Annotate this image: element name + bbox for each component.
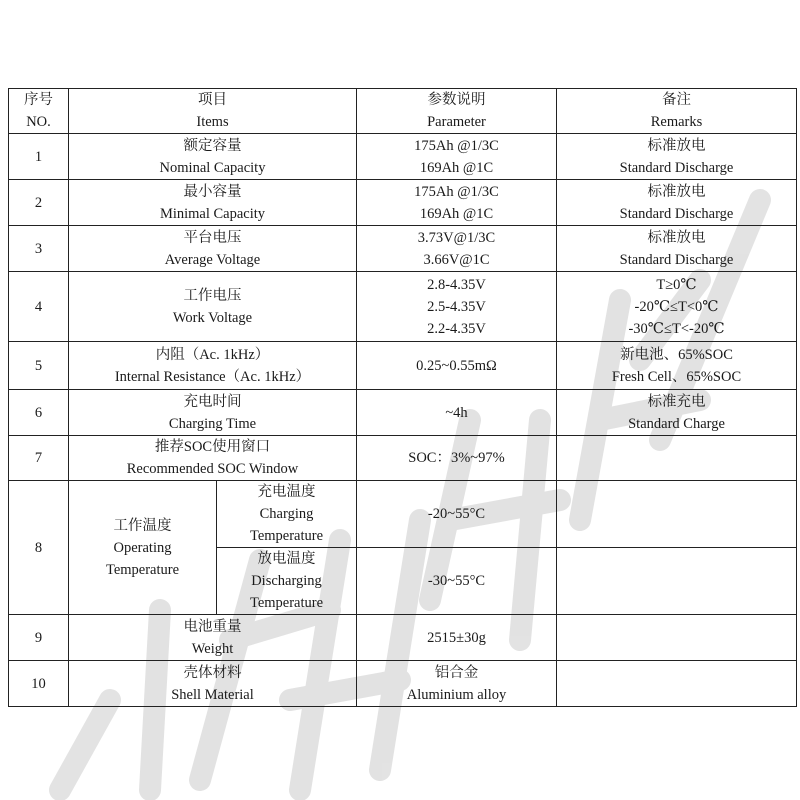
remarks-value [557,180,797,226]
item-name [69,226,357,272]
parameter-value [357,272,557,342]
cell-line: 0.25~0.55mΩ [416,357,497,374]
cell-line: Charging Time [168,415,257,432]
cell-line: Average Voltage [164,251,261,268]
cell-line: 2.5-4.35V [427,298,486,315]
cell-line: 额定容量 [183,137,242,154]
item-name [69,615,357,661]
row-number: 1 [9,134,69,180]
table-row [9,481,797,548]
cell-line: -20℃≤T<0℃ [634,298,719,315]
cell-line: Nominal Capacity [159,159,266,176]
item-name [69,481,217,615]
cell-line: 工作电压 [183,287,242,304]
cell-line: ~4h [445,404,468,421]
cell-line: Minimal Capacity [159,205,266,222]
item-name [69,134,357,180]
cell-line: Temperature [249,595,324,611]
cell-line: Work Voltage [172,309,253,326]
cell-line: 3.66V@1C [423,251,490,268]
cell-line: 175Ah @1/3C [414,183,499,200]
remarks-value [557,436,797,481]
row-number: 2 [9,180,69,226]
table-row [9,390,797,436]
cell-line: 内阻（Ac. 1kHz） [155,346,270,363]
cell-line: 工作温度 [113,517,172,534]
parameter-value [357,226,557,272]
cell-line: 169Ah @1C [419,205,494,222]
cell-line: 最小容量 [183,183,242,200]
item-name [69,342,357,390]
table-row [9,134,797,180]
cell-line: 铝合金 [434,664,479,681]
item-name [69,436,357,481]
header-parameter: 参数说明 Parameter [357,89,557,134]
remarks-value [557,272,797,342]
row-number: 10 [9,661,69,707]
cell-line: 壳体材料 [183,664,242,681]
cell-line: 2.2-4.35V [427,320,486,337]
cell-line: Internal Resistance（Ac. 1kHz） [114,368,311,385]
cell-line: Temperature [249,528,324,544]
cell-line: 2515±30g [427,629,486,646]
table-row [9,272,797,342]
cell-line: Shell Material [171,686,254,703]
row-number: 3 [9,226,69,272]
parameter-value [357,390,557,436]
remarks-value [557,390,797,436]
cell-line: 2.8-4.35V [427,276,486,293]
cell-line: Fresh Cell、65%SOC [611,368,742,385]
header-items: 项目 Items [69,89,357,134]
cell-line: 电池重量 [183,618,242,635]
cell-line: 充电温度 [257,484,316,500]
cell-line: 放电温度 [257,551,316,567]
item-name [69,180,357,226]
remarks-value [557,615,797,661]
cell-line: 标准放电 [647,137,706,154]
table-row [9,436,797,481]
item-name [69,272,357,342]
cell-line: Charging [259,506,314,522]
parameter-value [357,134,557,180]
cell-line: 平台电压 [183,229,242,246]
cell-line: 标准充电 [647,393,706,410]
parameter-value [357,615,557,661]
remarks-value [557,342,797,390]
cell-line: -30~55°C [427,573,486,589]
cell-line: 新电池、65%SOC [620,346,733,363]
item-name [69,390,357,436]
cell-line: Standard Discharge [619,251,734,268]
sub-item-name [217,481,357,548]
row-number: 5 [9,342,69,390]
cell-line: Temperature [105,561,180,578]
header-remarks: 备注 Remarks [557,89,797,134]
cell-line: 推荐SOC使用窗口 [154,439,271,455]
cell-line: Standard Discharge [619,159,734,176]
parameter-value [357,180,557,226]
remarks-value [557,226,797,272]
header-no: 序号 NO. [9,89,69,134]
cell-line: 175Ah @1/3C [414,137,499,154]
cell-line: Standard Charge [628,415,725,432]
table-row [9,661,797,707]
cell-line: 充电时间 [183,393,242,410]
row-number: 7 [9,436,69,481]
item-name [69,661,357,707]
row-number: 8 [9,481,69,615]
sub-item-name [217,548,357,615]
cell-line: Recommended SOC Window [126,461,299,477]
row-number: 6 [9,390,69,436]
cell-line: SOC：3%~97% [408,450,505,466]
cell-line: Aluminium alloy [406,686,507,703]
cell-line: Standard Discharge [619,205,734,222]
table-row [9,180,797,226]
row-number: 9 [9,615,69,661]
parameter-value [357,436,557,481]
remarks-value [557,661,797,707]
parameter-value [357,661,557,707]
remarks-value [557,134,797,180]
parameter-value [357,548,557,615]
parameter-value [357,342,557,390]
cell-line: -20~55°C [427,506,486,522]
table-row [9,226,797,272]
cell-line: Operating [113,539,172,556]
cell-line: 标准放电 [647,229,706,246]
spec-table [8,88,797,707]
table-row [9,342,797,390]
remarks-value [557,481,797,548]
cell-line: 169Ah @1C [419,159,494,176]
cell-line: 3.73V@1/3C [417,229,496,246]
table-header-row [9,89,797,134]
parameter-value [357,481,557,548]
cell-line: -30℃≤T<-20℃ [628,320,725,337]
table-row [9,615,797,661]
cell-line: Discharging [251,573,322,589]
remarks-value [557,548,797,615]
cell-line: Weight [191,640,234,657]
cell-line: T≥0℃ [656,276,697,293]
row-number: 4 [9,272,69,342]
cell-line: 标准放电 [647,183,706,200]
